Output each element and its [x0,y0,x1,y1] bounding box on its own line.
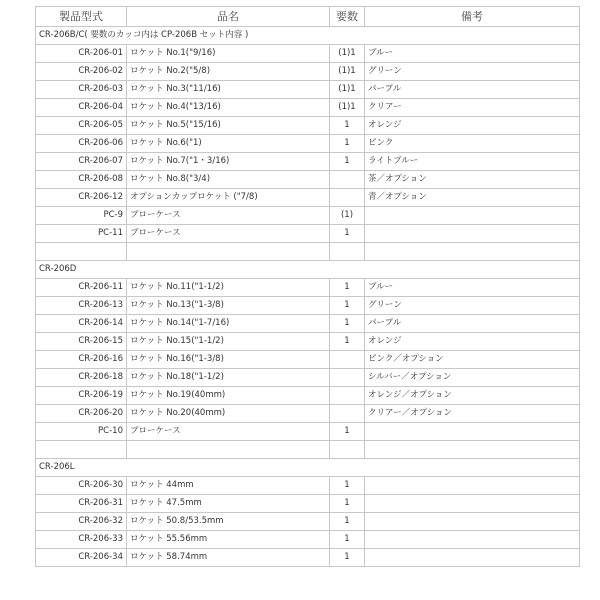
cell-notes: クリアー [365,99,580,117]
cell-qty: 1 [330,315,365,333]
cell-notes [365,243,580,261]
cell-name: オプションカップロケット ("7/8) [127,189,330,207]
cell-model: CR-206-30 [36,477,127,495]
table-row [36,531,580,549]
table-row [36,441,580,459]
cell-model: CR-206-15 [36,333,127,351]
cell-qty: 1 [330,513,365,531]
cell-notes: パープル [365,315,580,333]
cell-name: ロケット No.16("1-3/8) [127,351,330,369]
cell-notes: パープル [365,81,580,99]
cell-notes: ブルー [365,279,580,297]
cell-model: CR-206-04 [36,99,127,117]
table-row [36,279,580,297]
cell-model: CR-206-34 [36,549,127,567]
cell-model: CR-206-19 [36,387,127,405]
cell-model: CR-206-07 [36,153,127,171]
cell-notes [365,477,580,495]
cell-notes: ライトブルー [365,153,580,171]
cell-model: CR-206-20 [36,405,127,423]
cell-notes [365,423,580,441]
cell-qty: 1 [330,135,365,153]
table-row [36,513,580,531]
cell-qty [330,189,365,207]
cell-name: ブローケース [127,225,330,243]
cell-notes: クリアー／オプション [365,405,580,423]
section-header-row [36,459,580,477]
cell-notes: ブルー [365,45,580,63]
cell-model: PC-10 [36,423,127,441]
cell-name: ロケット No.18("1-1/2) [127,369,330,387]
cell-model: PC-9 [36,207,127,225]
cell-model: CR-206-05 [36,117,127,135]
cell-name: ロケット No.4("13/16) [127,99,330,117]
section-header-row [36,27,580,45]
header-notes: 備考 [365,7,580,27]
table-row [36,495,580,513]
section-header-row [36,261,580,279]
cell-notes [365,513,580,531]
cell-name: ロケット No.6("1) [127,135,330,153]
section-title: CR-206D [36,261,580,279]
cell-notes: ピンク／オプション [365,351,580,369]
table-row [36,423,580,441]
cell-notes [365,549,580,567]
cell-model: CR-206-31 [36,495,127,513]
cell-model: CR-206-32 [36,513,127,531]
cell-model: CR-206-16 [36,351,127,369]
cell-name: ロケット No.20(40mm) [127,405,330,423]
table-row [36,135,580,153]
cell-model: CR-206-13 [36,297,127,315]
cell-qty [330,171,365,189]
cell-qty: (1)1 [330,99,365,117]
cell-name [127,243,330,261]
cell-model [36,243,127,261]
cell-qty [330,405,365,423]
cell-model: CR-206-18 [36,369,127,387]
cell-qty: (1)1 [330,45,365,63]
section-title: CR-206L [36,459,580,477]
header-qty: 要数 [330,7,365,27]
cell-model [36,441,127,459]
cell-name: ロケット No.11("1-1/2) [127,279,330,297]
table-row [36,369,580,387]
cell-model: CR-206-12 [36,189,127,207]
cell-qty: 1 [330,495,365,513]
table-row [36,117,580,135]
table-row [36,225,580,243]
cell-name: ロケット No.13("1-3/8) [127,297,330,315]
cell-model: CR-206-02 [36,63,127,81]
cell-name: ロケット No.8("3/4) [127,171,330,189]
table-row [36,315,580,333]
table-row [36,45,580,63]
cell-model: CR-206-08 [36,171,127,189]
table-row [36,549,580,567]
cell-name: ロケット No.7("1・3/16) [127,153,330,171]
table-row [36,99,580,117]
table-body [36,27,580,567]
cell-qty [330,243,365,261]
cell-qty: 1 [330,531,365,549]
cell-name: ロケット No.14("1-7/16) [127,315,330,333]
table-row [36,297,580,315]
cell-notes: 茶／オプション [365,171,580,189]
cell-qty: 1 [330,423,365,441]
cell-model: CR-206-03 [36,81,127,99]
cell-notes: グリーン [365,63,580,81]
header-model: 製品型式 [36,7,127,27]
cell-qty: 1 [330,117,365,135]
cell-qty [330,441,365,459]
cell-qty [330,351,365,369]
cell-model: CR-206-01 [36,45,127,63]
cell-name: ロケット 44mm [127,477,330,495]
cell-notes: 青／オプション [365,189,580,207]
cell-model: CR-206-33 [36,531,127,549]
cell-qty [330,369,365,387]
header-name: 品名 [127,7,330,27]
cell-notes [365,225,580,243]
cell-name: ロケット No.2("5/8) [127,63,330,81]
table-row [36,333,580,351]
cell-notes: シルバー／オプション [365,369,580,387]
cell-qty [330,387,365,405]
cell-qty: 1 [330,225,365,243]
cell-name: ロケット No.1("9/16) [127,45,330,63]
cell-qty: (1)1 [330,63,365,81]
cell-name: ロケット No.3("11/16) [127,81,330,99]
cell-model: CR-206-11 [36,279,127,297]
cell-notes: グリーン [365,297,580,315]
cell-name: ロケット 50.8/53.5mm [127,513,330,531]
cell-notes [365,207,580,225]
table-row [36,243,580,261]
cell-notes: オレンジ [365,117,580,135]
cell-name: ブローケース [127,423,330,441]
cell-model: CR-206-06 [36,135,127,153]
table-row [36,153,580,171]
table-row [36,63,580,81]
cell-notes: ピンク [365,135,580,153]
cell-name: ロケット No.15("1-1/2) [127,333,330,351]
cell-qty: 1 [330,297,365,315]
table-row [36,81,580,99]
cell-notes [365,495,580,513]
cell-qty: (1) [330,207,365,225]
cell-qty: 1 [330,279,365,297]
cell-name: ロケット 58.74mm [127,549,330,567]
table-row [36,207,580,225]
cell-name: ロケット 55.56mm [127,531,330,549]
section-title: CR-206B/C( 要数のカッコ内は CP-206B セット内容 ) [36,27,580,45]
cell-notes [365,531,580,549]
table-row [36,387,580,405]
cell-qty: (1)1 [330,81,365,99]
header-row [36,7,580,27]
table-row [36,405,580,423]
cell-name: ロケット No.19(40mm) [127,387,330,405]
cell-name: ブローケース [127,207,330,225]
table-row [36,171,580,189]
parts-table [35,6,580,567]
cell-model: PC-11 [36,225,127,243]
table-row [36,189,580,207]
table-row [36,351,580,369]
cell-notes [365,441,580,459]
cell-notes: オレンジ [365,333,580,351]
cell-name: ロケット 47.5mm [127,495,330,513]
cell-qty: 1 [330,477,365,495]
cell-name: ロケット No.5("15/16) [127,117,330,135]
cell-name [127,441,330,459]
cell-model: CR-206-14 [36,315,127,333]
cell-qty: 1 [330,333,365,351]
table-row [36,477,580,495]
cell-qty: 1 [330,549,365,567]
cell-notes: オレンジ／オプション [365,387,580,405]
cell-qty: 1 [330,153,365,171]
